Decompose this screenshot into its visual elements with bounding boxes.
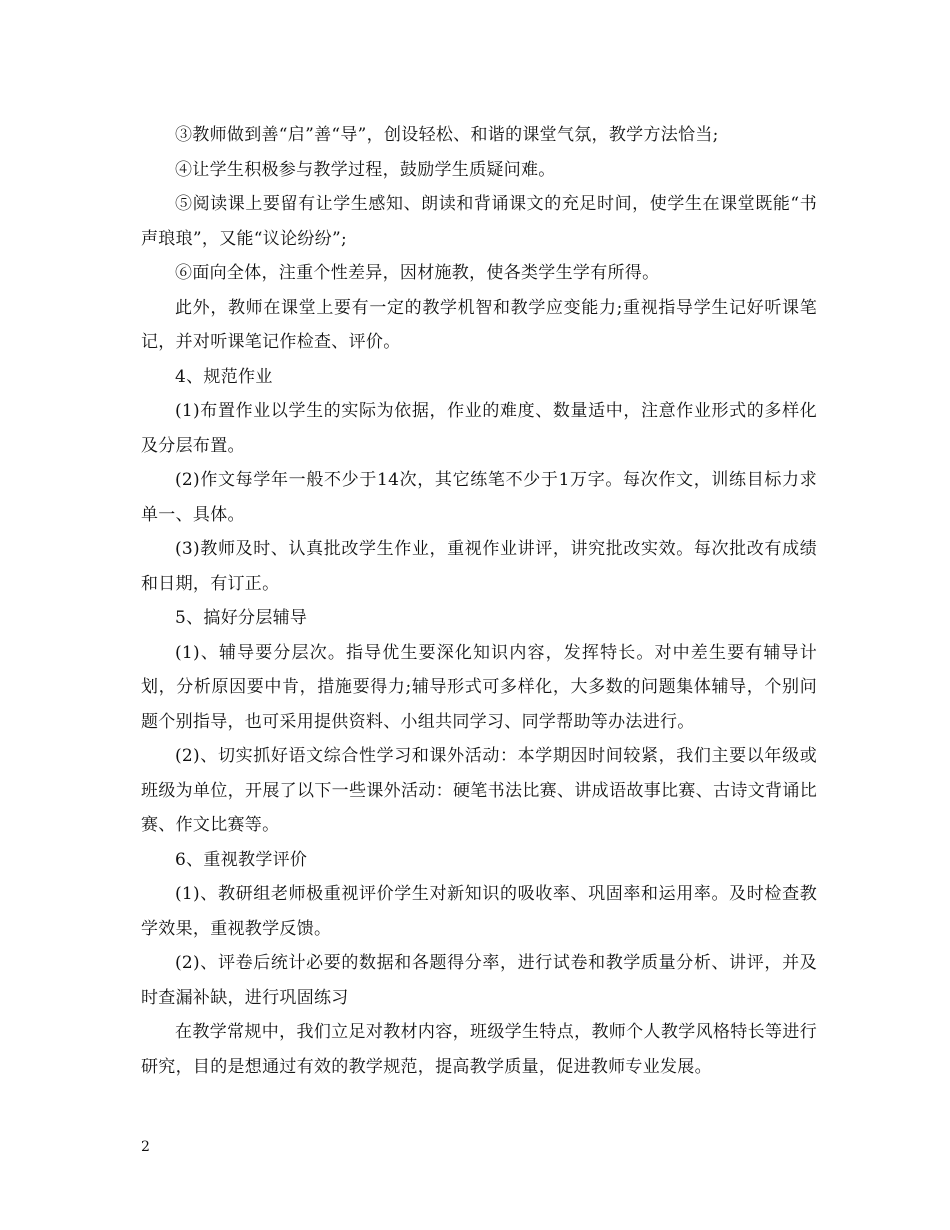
paragraph-individual-differences: ⑥面向全体，注重个性差异，因材施教，使各类学生学有所得。 xyxy=(175,263,660,283)
paragraph-tutoring-2: (2)、切实抓好语文综合性学习和课外活动：本学期因时间较紧，我们主要以年级或班级为单位，开展了以下一些课外活动：硬笔书法比赛、讲成语故事比赛、古诗文背诵比赛、作文比赛等。 xyxy=(141,746,817,835)
section-heading-homework: 4、规范作业 xyxy=(175,366,273,387)
paragraph-evaluation-2: (2)、评卷后统计必要的数据和各题得分率，进行试卷和教学质量分析、讲评，并及时查漏补缺，进行巩固练习 xyxy=(141,953,817,1008)
section-heading-tutoring: 5、搞好分层辅导 xyxy=(175,608,308,628)
document-body xyxy=(141,118,817,1084)
paragraph-classroom-skill: 此外，教师在课堂上要有一定的教学机智和教学应变能力;重视指导学生记好听课笔记，并对听课笔记作检查、评价。 xyxy=(141,297,817,352)
paragraph-homework-3: (3)教师及时、认真批改学生作业，重视作业讲评，讲究批改实效。每次批改有成绩和日期，有订正。 xyxy=(141,539,817,594)
paragraph-tutoring-1: (1)、辅导要分层次。指导优生要深化知识内容，发挥特长。对中差生要有辅导计划，分析原因要中肯，措施要得力;辅导形式可多样化，大多数的问题集体辅导，个别问题个别指导，也可采用提供资料、小组共同学习、同学帮助等办法进行。 xyxy=(141,642,817,732)
paragraph-teacher-guidance: ③教师做到善“启”善“导”，创设轻松、和谐的课堂气氛，教学方法恰当; xyxy=(175,125,719,145)
paragraph-student-participation: ④让学生积极参与教学过程，鼓励学生质疑问难。 xyxy=(175,159,556,180)
section-heading-evaluation: 6、重视教学评价 xyxy=(175,849,308,870)
page-number: 2 xyxy=(141,1139,150,1155)
paragraph-reading-time: ⑤阅读课上要留有让学生感知、朗读和背诵课文的充足时间，使学生在课堂既能“书声琅琅”，又能“议论纷纷”; xyxy=(141,194,817,249)
paragraph-conclusion: 在教学常规中，我们立足对教材内容，班级学生特点，教师个人教学风格特长等进行研究，目的是想通过有效的教学规范，提高教学质量，促进教师专业发展。 xyxy=(141,1022,817,1077)
paragraph-homework-1: (1)布置作业以学生的实际为依据，作业的难度、数量适中，注意作业形式的多样化及分层布置。 xyxy=(141,401,817,456)
paragraph-homework-2: (2)作文每学年一般不少于14次，其它练笔不少于1万字。每次作文，训练目标力求单一、具体。 xyxy=(141,470,817,525)
paragraph-evaluation-1: (1)、教研组老师极重视评价学生对新知识的吸收率、巩固率和运用率。及时检查教学效果，重视教学反馈。 xyxy=(141,884,817,939)
